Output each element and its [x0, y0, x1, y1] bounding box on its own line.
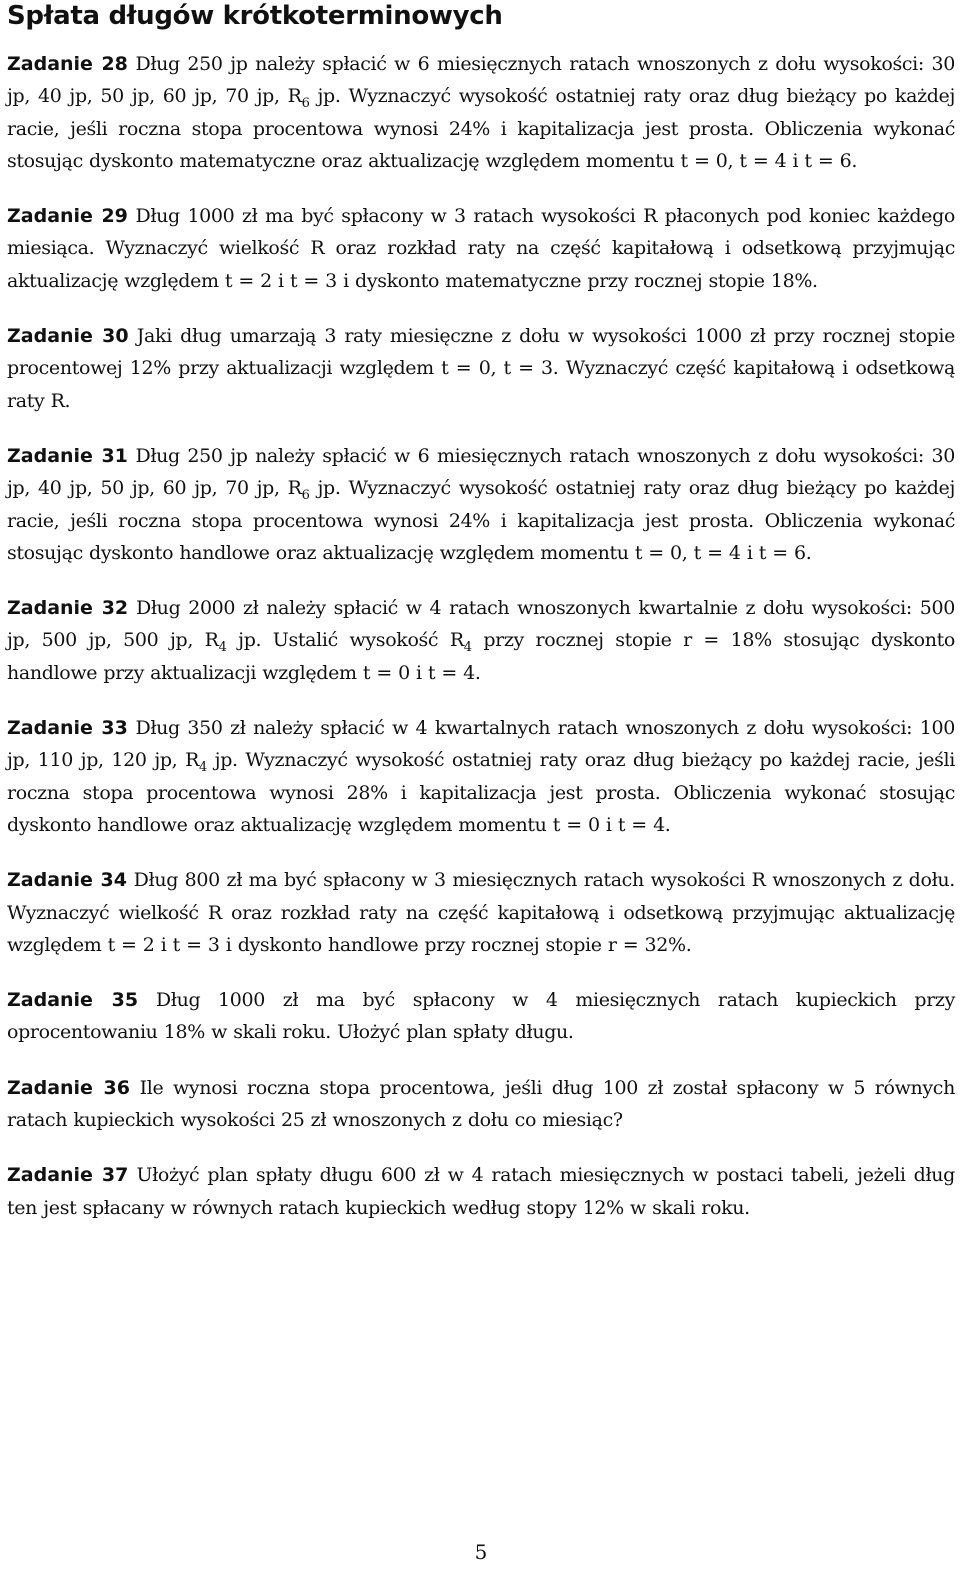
problem-text: przy rocznej stopie r = 18% stosując dyskonto handlowe przy aktualizacji względem t = 0 i t = 4. [7, 629, 956, 684]
problem-text: Dług 1000 zł ma być spłacony w 3 ratach wysokości R płaconych pod koniec każdego miesiąca. Wyznaczyć wielkość R oraz rozkład raty na część kapitałową i odsetkową przyjmując aktualizację względem t = 2 i t = 3 i dyskonto matematyczne przy rocznej stopie 18%. [7, 205, 955, 292]
subscript: 6 [301, 488, 310, 504]
problem-31 [7, 440, 955, 569]
subscript: 6 [301, 96, 310, 112]
problem-label: Zadanie 28 [7, 53, 128, 75]
problem-35 [7, 984, 955, 1049]
problem-36 [7, 1072, 955, 1137]
problem-34 [7, 864, 955, 961]
problem-37 [7, 1159, 955, 1224]
problem-label: Zadanie 34 [7, 869, 127, 892]
problem-label: Zadanie 35 [7, 989, 139, 1012]
problem-text: Dług 1000 zł ma być spłacony w 4 miesięcznych ratach kupieckich przy oprocentowaniu 18% w skali roku. Ułożyć plan spłaty długu. [7, 989, 955, 1044]
problem-text: jp. Wyznaczyć wysokość ostatniej raty oraz dług bieżący po każdej racie, jeśli roczna stopa procentowa wynosi 24% i kapitalizacja jest prosta. Obliczenia wykonać stosując dyskonto handlowe oraz aktualizację względem momentu t = 0, t = 4 i t = 6. [7, 477, 955, 564]
subscript: 4 [463, 640, 472, 656]
problem-text: Dług 250 jp należy spłacić w 6 miesięcznych ratach wnoszonych z dołu wysokości: 30 jp, 40 jp, 50 jp, 60 jp, 70 jp, R [7, 53, 955, 108]
problem-text: Dług 350 zł należy spłacić w 4 kwartalnych ratach wnoszonych z dołu wysokości: 100 jp, 110 jp, 120 jp, R [7, 717, 955, 772]
problem-label: Zadanie 37 [7, 1164, 129, 1187]
problem-text: jp. Wyznaczyć wysokość ostatniej raty oraz dług bieżący po każdej racie, jeśli roczna stopa procentowa wynosi 28% i kapitalizacja jest prosta. Obliczenia wykonać stosując dyskonto handlowe oraz aktualizację względem momentu t = 0 i t = 4. [7, 749, 955, 836]
problem-text: Dług 2000 zł należy spłacić w 4 ratach wnoszonych kwartalnie z dołu wysokości: 500 jp, 500 jp, 500 jp, R [7, 597, 955, 652]
problem-text: jp. Wyznaczyć wysokość ostatniej raty oraz dług bieżący po każdej racie, jeśli roczna stopa procentowa wynosi 24% i kapitalizacja jest prosta. Obliczenia wykonać stosując dyskonto matematyczne oraz aktualizację względem momentu t = 0, t = 4 i t = 6. [7, 85, 955, 172]
problem-text: Dług 800 zł ma być spłacony w 3 miesięcznych ratach wysokości R wnoszonych z dołu. Wyznaczyć wielkość R oraz rozkład raty na część kapitałową i odsetkową przyjmując aktualizację względem t = 2 i t = 3 i dyskonto handlowe przy rocznej stopie r = 32%. [7, 869, 955, 956]
problem-label: Zadanie 32 [7, 597, 129, 620]
subscript: 4 [199, 760, 207, 776]
problem-33 [7, 712, 955, 841]
problem-label: Zadanie 33 [7, 717, 128, 740]
problem-text: jp. Ustalić wysokość R [226, 629, 464, 652]
problem-text: Jaki dług umarzają 3 raty miesięczne z dołu w wysokości 1000 zł przy rocznej stopie procentowej 12% przy aktualizacji względem t = 0, t = 3. Wyznaczyć część kapitałową i odsetkową raty R. [7, 325, 955, 412]
problem-label: Zadanie 31 [7, 444, 128, 467]
problem-32 [7, 592, 955, 689]
problem-30 [7, 320, 955, 417]
page-number: 5 [474, 1540, 488, 1564]
section-title: Spłata długów krótkoterminowych [7, 1, 503, 31]
problem-text: Ułożyć plan spłaty długu 600 zł w 4 ratach miesięcznych w postaci tabeli, jeżeli dług ten jest spłacany w równych ratach kupieckich według stopy 12% w skali roku. [7, 1164, 955, 1219]
problem-29 [7, 200, 955, 297]
problem-28 [7, 48, 955, 177]
problem-list [7, 48, 955, 1247]
subscript: 4 [218, 640, 227, 656]
problem-text: Dług 250 jp należy spłacić w 6 miesięcznych ratach wnoszonych z dołu wysokości: 30 jp, 40 jp, 50 jp, 60 jp, 70 jp, R [7, 444, 955, 500]
problem-label: Zadanie 29 [7, 205, 128, 228]
problem-label: Zadanie 36 [7, 1076, 130, 1099]
problem-text: Ile wynosi roczna stopa procentowa, jeśli dług 100 zł został spłacony w 5 równych ratach kupieckich wysokości 25 zł wnoszonych z dołu co miesiąc? [7, 1076, 955, 1132]
problem-label: Zadanie 30 [7, 325, 129, 348]
